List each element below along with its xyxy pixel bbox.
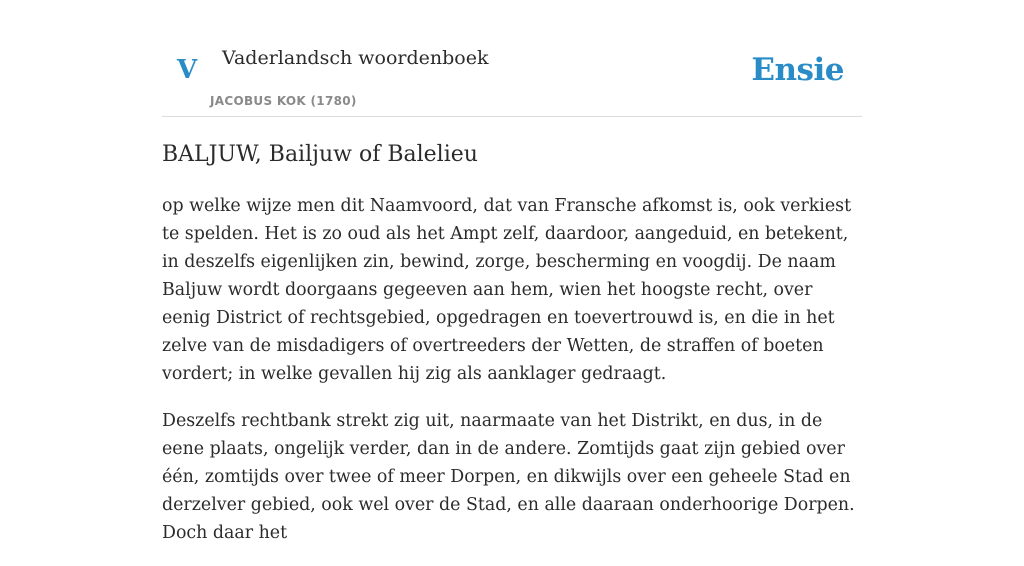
ensie-logo[interactable]: Ensie (751, 52, 844, 88)
book-letter-icon[interactable]: V (177, 55, 198, 85)
entry-title: BALJUW, Bailjuw of Balelieu (162, 142, 478, 167)
entry-paragraph-1: op welke wijze men dit Naamvoord, dat van Fransche afkomst is, ook verkiest te spelden. Het is zo oud als het Ampt zelf, daardoor, aangeduid, en betekent, in deszelfs eigenlijken zin, bewind, zorge, bescherming en voogdij. De naam Baljuw wordt doorgaans gegeeven aan hem, wien het hoogste recht, over eenig District of rechtsgebied, opgedragen en toevertrouwd is, en die in het zelve van de misdadigers of overtreeders der Wetten, de straffen of boeten vordert; in welke gevallen hij zig als aanklager gedraagt. (162, 196, 852, 384)
entry-paragraph-2: Deszelfs rechtbank strekt zig uit, naarmaate van het Distrikt, en dus, in de eene plaats, ongelijk verder, dan in de andere. Zomtijds gaat zijn gebied over één, zomtijds over twee of meer Dorpen, en dikwijls over een geheele Stad en derzelver gebied, ook wel over de Stad, en alle daaraan onderhoorige Dorpen. Doch daar het (162, 411, 855, 543)
site-header (162, 0, 862, 117)
entry-body (162, 192, 862, 566)
book-title-link[interactable]: Vaderlandsch woordenboek (222, 47, 489, 69)
book-author: JACOBUS KOK (1780) (210, 94, 357, 108)
